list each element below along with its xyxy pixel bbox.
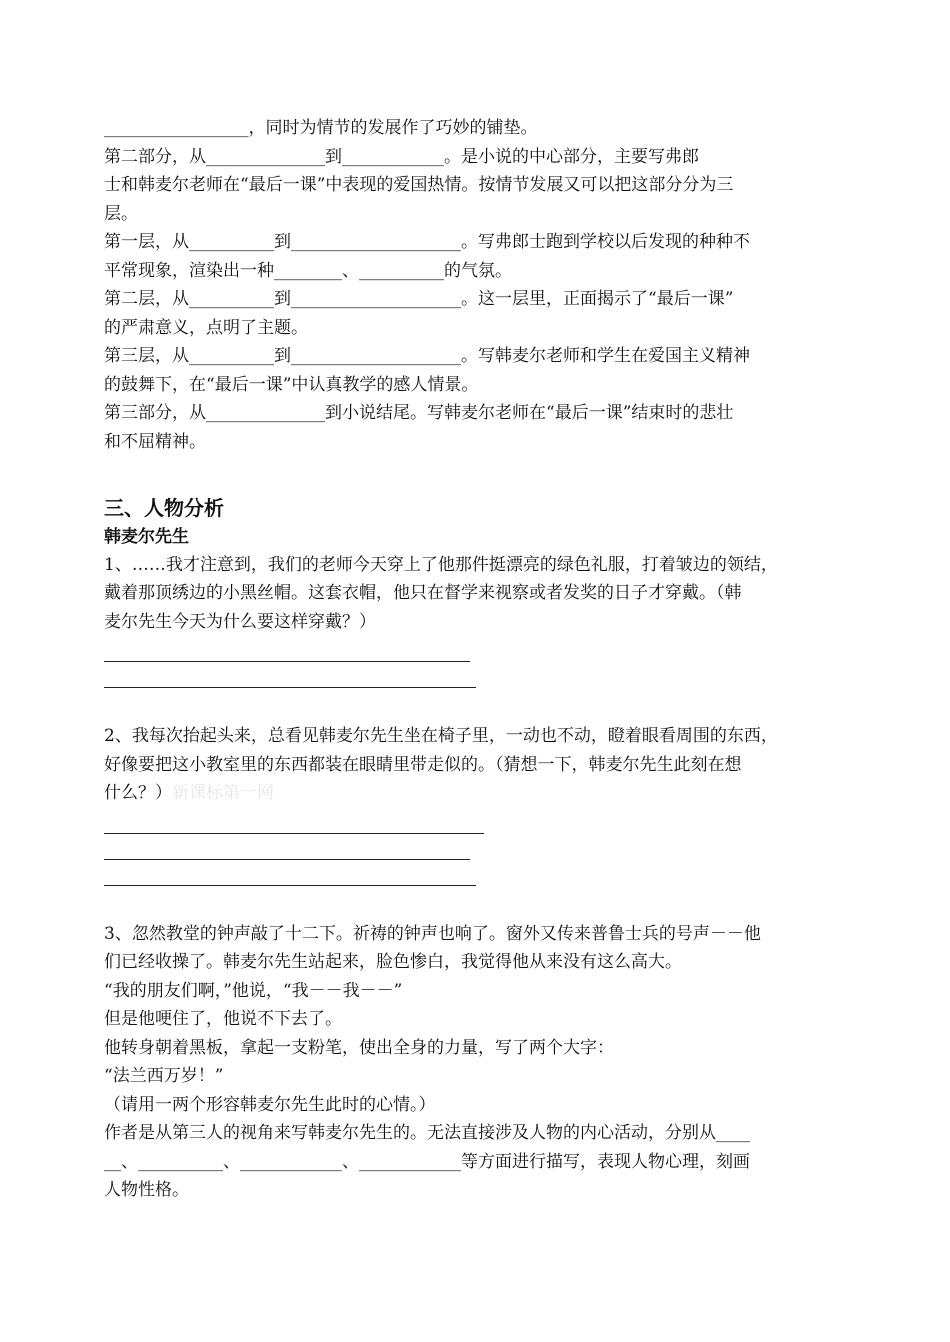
layer2-line-1: 第二层，从__________到____________________。这一层里，正面揭示了“最后一课”: [104, 289, 734, 309]
layer3-line-1: 第三层，从__________到____________________。写韩麦尔老师和学生在爱国主义精神: [104, 346, 750, 366]
layer3-line-2: 的鼓舞下，在“最后一课”中认真教学的感人情景。: [104, 374, 479, 395]
q3-line-6: “法兰西万岁！”: [104, 1066, 224, 1086]
character-name: 韩麦尔先生: [104, 526, 189, 547]
layer2-line-2: 的严肃意义，点明了主题。: [104, 317, 308, 338]
part3-line-2: 和不屈精神。: [104, 431, 206, 452]
q2-line-3-text: 什么？）: [104, 783, 172, 803]
spacer: [104, 688, 854, 722]
section-title: 三、人物分析: [104, 495, 224, 520]
q3-line-4: 但是他哽住了，他说不下去了。: [104, 1009, 342, 1029]
q3-line-9: __、__________、____________、____________等方面进行描写，表现人物心理，刻画: [104, 1151, 750, 1172]
part2-line-1: 第二部分，从______________到____________。是小说的中心部分，主要写弗郎: [104, 146, 699, 167]
layer1-line-2: 平常现象，渲染出一种________、__________的气氛。: [104, 260, 512, 281]
part2-line-3: 层。: [104, 203, 138, 224]
q3-line-5: 他转身朝着黑板，拿起一支粉笔，使出全身的力量，写了两个大字：: [104, 1037, 614, 1058]
q1-answer-line-2[interactable]: [104, 662, 476, 688]
q1-line-2: 戴着那顶绣边的小黑丝帽。这套衣帽，他只在督学来视察或者发奖的日子才穿戴。（韩: [104, 583, 742, 603]
spacer: [104, 886, 854, 920]
q3-line-7: （请用一两个形容韩麦尔先生此时的心情。）: [104, 1094, 436, 1115]
q2-answer-line-1[interactable]: [104, 808, 484, 834]
part3-line-1: 第三部分，从______________到小说结尾。写韩麦尔老师在“最后一课”结束时的悲壮: [104, 403, 734, 423]
q2-answer-line-3[interactable]: [104, 860, 476, 886]
q2-line-1: 2、我每次抬起头来，总看见韩麦尔先生坐在椅子里，一动也不动，瞪着眼看周围的东西，: [104, 726, 778, 746]
q2-answer-line-2[interactable]: [104, 834, 470, 860]
spacer: [104, 456, 854, 485]
watermark: 新课标第一网: [172, 783, 274, 803]
q3-line-2: 们已经收操了。韩麦尔先生站起来，脸色惨白，我觉得他从来没有这么高大。: [104, 952, 682, 972]
part1-tail: _________________，同时为情节的发展作了巧妙的铺垫。: [104, 118, 538, 138]
q3-line-8: 作者是从第三人的视角来写韩麦尔先生的。无法直接涉及人物的内心活动，分别从____: [104, 1123, 750, 1143]
q1-answer-line-1[interactable]: [104, 636, 470, 662]
q3-line-1: 3、忽然教堂的钟声敲了十二下。祈祷的钟声也响了。窗外又传来普鲁士兵的号声－－他: [104, 923, 761, 944]
q2-line-2: 好像要把这小教室里的东西都装在眼睛里带走似的。（猜想一下，韩麦尔先生此刻在想: [104, 754, 742, 775]
document-page: [104, 114, 854, 1205]
q3-line-3: “我的朋友们啊，”他说，“我－－我－－”: [104, 980, 403, 1001]
q2-line-3: [104, 779, 854, 808]
layer1-line-1: 第一层，从__________到____________________。写弗郎士跑到学校以后发现的种种不: [104, 232, 750, 252]
q3-line-10: 人物性格。: [104, 1180, 189, 1200]
q1-line-3: 麦尔先生今天为什么要这样穿戴？）: [104, 611, 376, 632]
q1-line-1: 1、……我才注意到，我们的老师今天穿上了他那件挺漂亮的绿色礼服，打着皱边的领结，: [104, 554, 778, 575]
part2-line-2: 士和韩麦尔老师在“最后一课”中表现的爱国热情。按情节发展又可以把这部分分为三: [104, 175, 734, 195]
